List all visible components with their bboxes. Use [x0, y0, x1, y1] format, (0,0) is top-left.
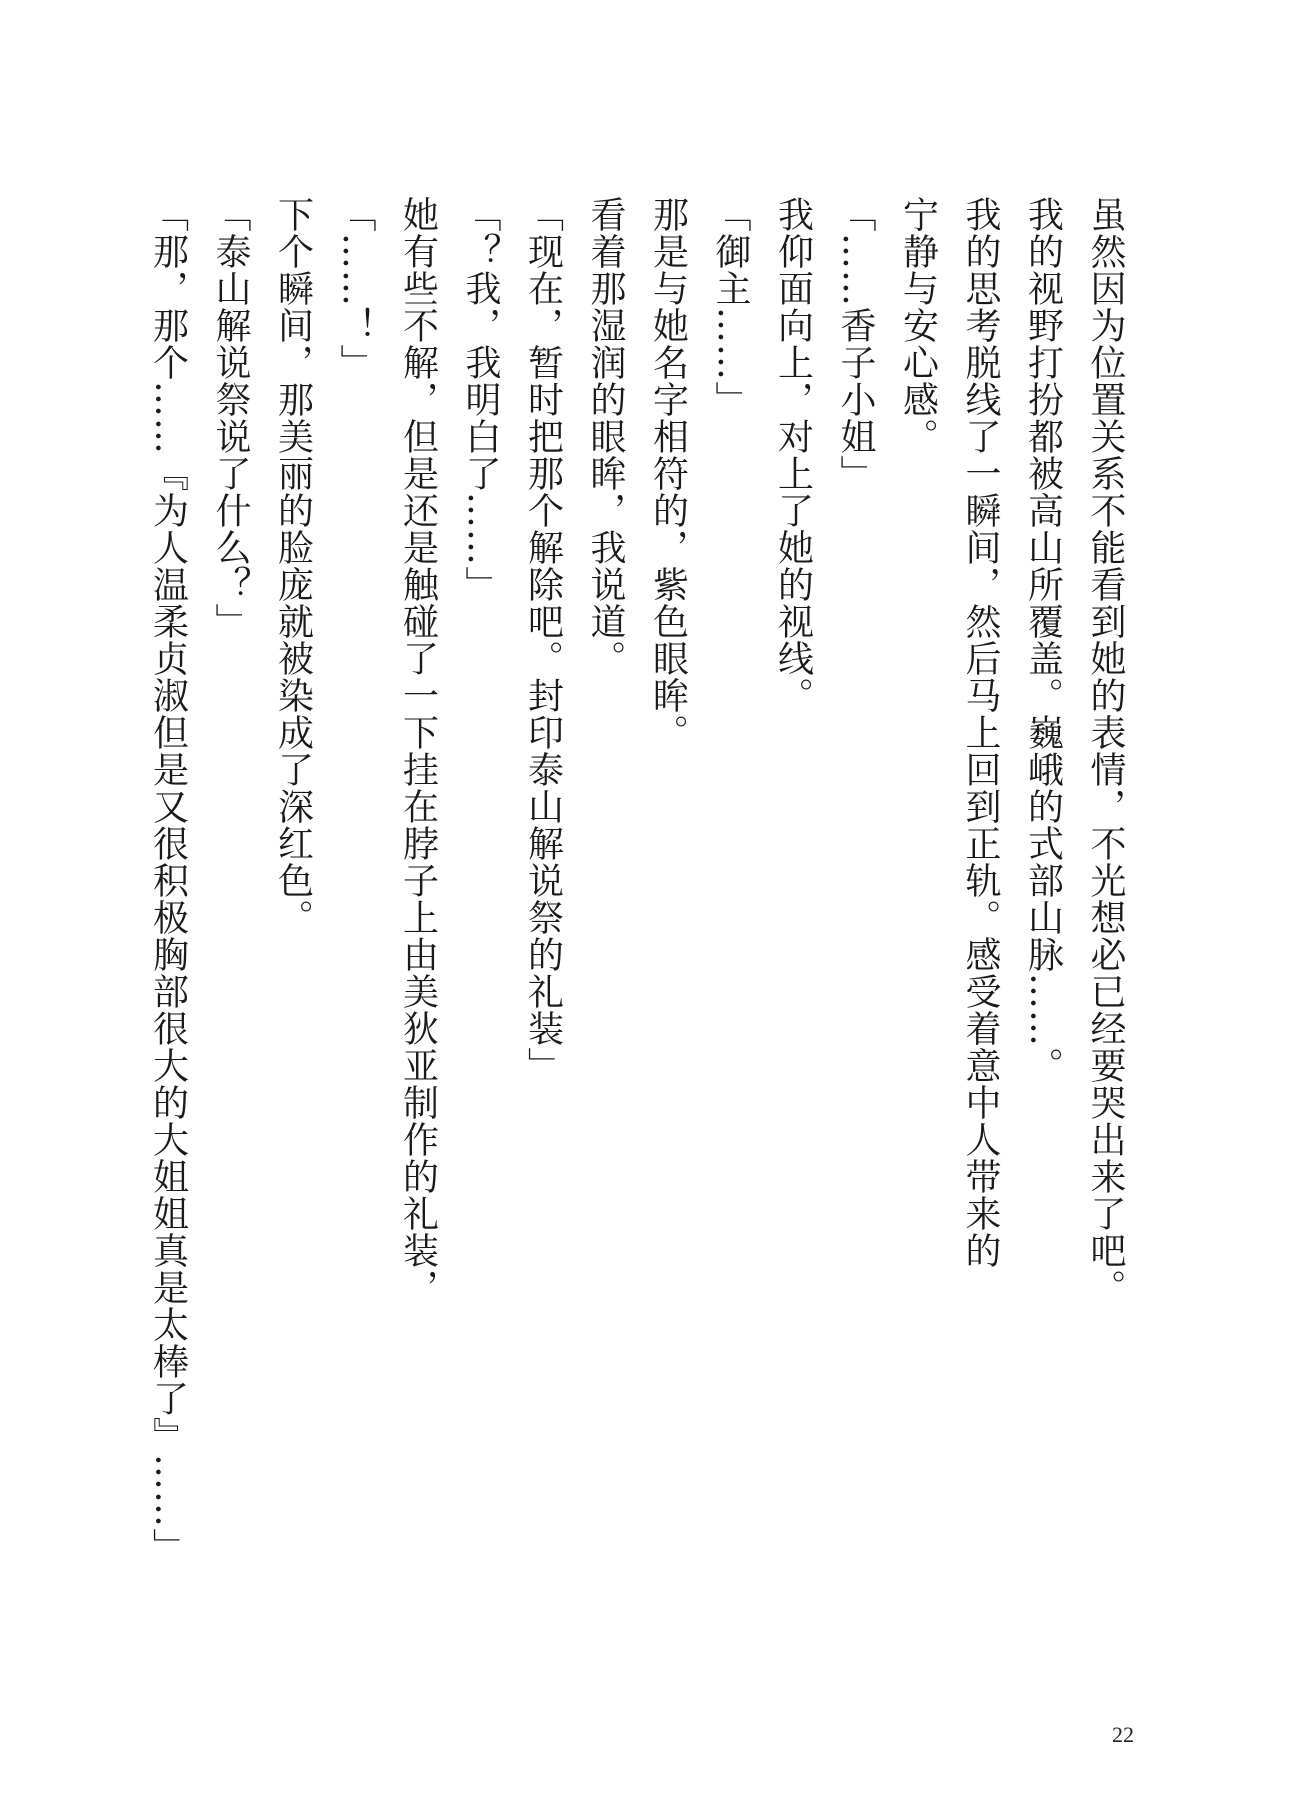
text-line: 宁静与安心感。: [897, 196, 939, 455]
text-line: 「……！」: [335, 196, 376, 381]
text-line: 我的思考脱线了一瞬间，然后马上回到正轨。感受着意中人带来的: [960, 196, 1001, 1269]
text-line: 「？我，我明白了……」: [460, 196, 501, 603]
text-line: 她有些不解，但是还是触碰了一下挂在脖子上由美狄亚制作的礼装，: [397, 196, 439, 1306]
text-line: 下个瞬间，那美丽的脸庞就被染成了深红色。: [272, 196, 314, 936]
text-line: 我仰面向上，对上了她的视线。: [772, 196, 814, 714]
text-line: 「现在，暂时把那个解除吧。封印泰山解说祭的礼装」: [522, 196, 564, 1084]
text-line: 虽然因为位置关系不能看到她的表情，不光想必已经要哭出来了吧。: [1085, 196, 1126, 1306]
text-line: 「……香子小姐」: [835, 196, 876, 492]
page-number: 22: [1112, 1722, 1134, 1747]
text-line: 我的视野打扮都被高山所覆盖。巍峨的式部山脉……。: [1022, 196, 1064, 1084]
text-line: 「泰山解说祭说了什么？」: [210, 196, 251, 640]
text-line: 看着那湿润的眼眸，我说道。: [585, 196, 626, 677]
vertical-text-body: [136, 196, 1136, 1566]
text-line: 「御主……」: [710, 196, 751, 418]
text-line: 那是与她名字相符的，紫色眼眸。: [647, 196, 689, 751]
text-line: 「那，那个……『为人温柔贞淑但是又很积极胸部很大的大姐姐真是太棒了』……」: [147, 196, 189, 1565]
